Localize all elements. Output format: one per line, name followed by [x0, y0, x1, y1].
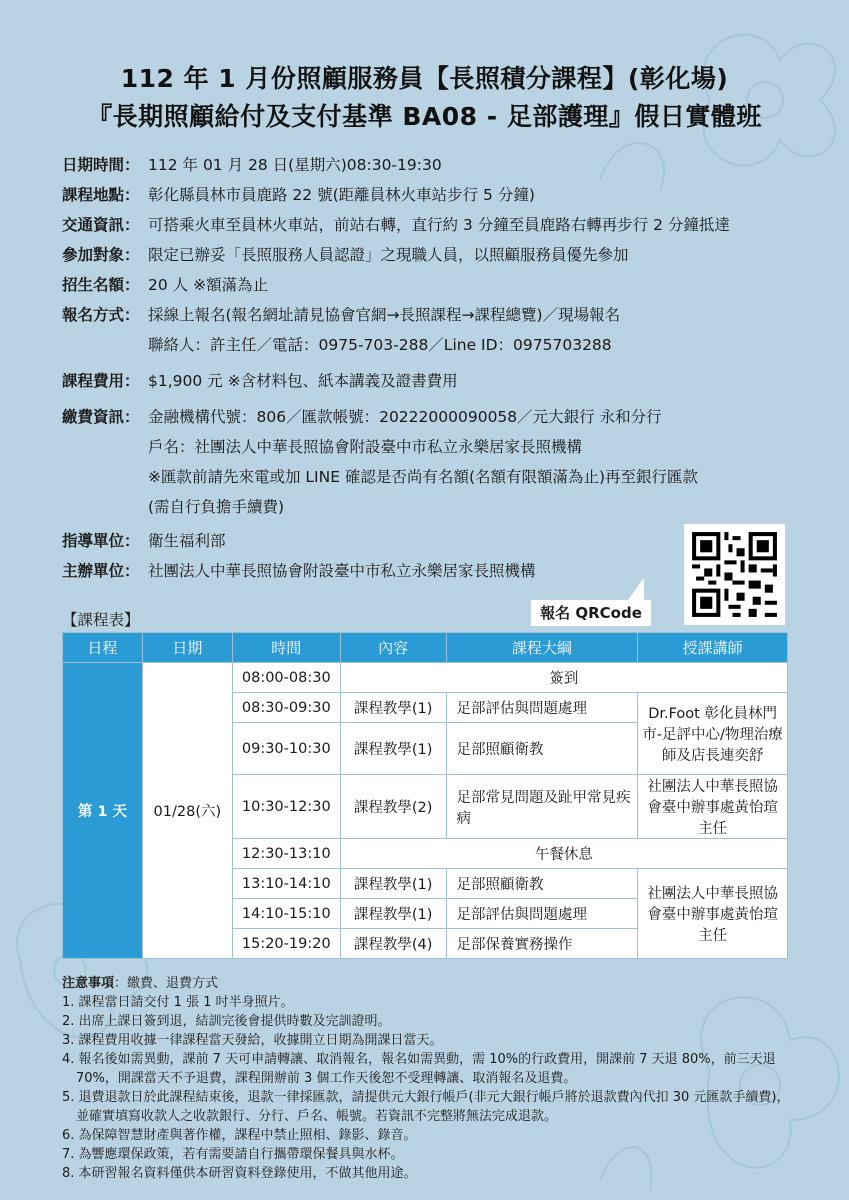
info-fee: [62, 366, 822, 396]
list-item: 5. 退費退款日於此課程結束後，退款一律採匯款，請提供元大銀行帳戶(非元大銀行帳戶將於退款費內代扣 30 元匯款手續費)，並確實填寫收款人之收款銀行、分行、戶名、帳號。若資訊不完整將無法完成退款。: [62, 1090, 790, 1124]
schedule-table: [62, 632, 788, 959]
info-value: 採線上報名(報名網址請見協會官網→長照課程→課程總覽)／現場報名: [148, 306, 621, 324]
header-date: 日期: [142, 633, 232, 663]
instructor-cell: 社團法人中華長照協會臺中辦事處黃怡瑄主任: [638, 775, 788, 839]
day-cell: 第 1 天: [63, 663, 143, 959]
time-cell: 10:30-12:30: [232, 775, 340, 839]
info-value: 社團法人中華長照協會附設臺中市私立永樂居家長照機構: [148, 562, 536, 580]
table-row: [63, 663, 788, 693]
page-subtitle: 『長期照顧給付及支付基準 BA08 - 足部護理』假日實體班: [87, 102, 762, 131]
info-value: 20 人 ※額滿為止: [148, 276, 269, 294]
table-header-row: [63, 633, 788, 663]
list-item: 4. 報名後如需異動，課前 7 天可申請轉讓、取消報名，報名如需異動，需 10%的行政費用，開課前 7 天退 80%，前三天退 70%，開課當天不予退費，課程開辦前 3 個工作天後恕不受理轉讓、取消報名及退費。: [62, 1052, 776, 1086]
info-value: 彰化縣員林市員鹿路 22 號(距離員林火車站步行 5 分鐘): [148, 186, 535, 204]
notes-heading: [62, 974, 802, 993]
info-quota: [62, 270, 822, 300]
registration-qr-code[interactable]: [684, 524, 785, 625]
qr-label: 報名 QRCode: [540, 604, 642, 622]
header-instructor: 授課講師: [638, 633, 788, 663]
merged-cell: 簽到: [340, 663, 787, 693]
content-cell: 課程教學(1): [340, 869, 446, 899]
payment-fee-note: (需自行負擔手續費): [148, 498, 285, 516]
notes-heading-label: 注意事項: [62, 976, 115, 991]
info-value: 衛生福利部: [148, 532, 226, 550]
time-cell: 08:30-09:30: [232, 693, 340, 723]
info-contact: 聯絡人：許主任／電話：0975-703-288／Line ID：0975703288: [148, 336, 612, 354]
info-label: 指導單位：: [62, 532, 140, 550]
instructor-cell: Dr.Foot 彰化員林門市-足評中心/物理治療師及店長連奕舒: [638, 693, 788, 775]
info-payment: [62, 402, 822, 432]
header-outline: 課程大綱: [446, 633, 638, 663]
course-info: [62, 150, 822, 586]
info-label: 繳費資訊：: [62, 408, 140, 426]
header-day: 日程: [63, 633, 143, 663]
time-cell: 12:30-13:10: [232, 839, 340, 869]
list-item: 6. 為保障智慧財產與著作權，課程中禁止照相、錄影、錄音。: [62, 1128, 417, 1143]
list-item: 7. 為響應環保政策，若有需要請自行攜帶環保餐具與水杯。: [62, 1147, 404, 1162]
page-title: 112 年 1 月份照顧服務員【長照積分課程】(彰化場): [120, 64, 729, 93]
payment-note: ※匯款前請先來電或加 LINE 確認是否尚有名額(名額有限額滿為止)再至銀行匯款: [148, 468, 699, 486]
info-label: 交通資訊：: [62, 216, 140, 234]
qr-callout-arrow: [628, 578, 644, 600]
info-label: 日期時間：: [62, 156, 140, 174]
info-value: 112 年 01 月 28 日(星期六)08:30-19:30: [148, 156, 442, 174]
time-cell: 09:30-10:30: [232, 723, 340, 775]
list-item: 3. 課程費用收據一律課程當天發給，收據開立日期為開課日當天。: [62, 1033, 443, 1048]
content-cell: 課程教學(2): [340, 775, 446, 839]
info-label: 主辦單位：: [62, 562, 140, 580]
time-cell: 13:10-14:10: [232, 869, 340, 899]
content-cell: 課程教學(4): [340, 929, 446, 959]
outline-cell: 足部照顧衛教: [446, 869, 638, 899]
info-value: 可搭乘火車至員林火車站，前站右轉，直行約 3 分鐘至員鹿路右轉再步行 2 分鐘抵達: [148, 216, 730, 234]
schedule-tag: 【課程表】: [62, 611, 140, 629]
info-location: [62, 180, 822, 210]
qr-code-icon: [684, 524, 785, 625]
info-register: [62, 300, 822, 330]
info-label: 課程地點：: [62, 186, 140, 204]
outline-cell: 足部評估與問題處理: [446, 693, 638, 723]
info-label: 參加對象：: [62, 246, 140, 264]
info-label: 課程費用：: [62, 372, 140, 390]
info-audience: [62, 240, 822, 270]
content-cell: 課程教學(1): [340, 693, 446, 723]
header-time: 時間: [232, 633, 340, 663]
outline-cell: 足部評估與問題處理: [446, 899, 638, 929]
info-value: 限定已辦妥「長照服務人員認證」之現職人員，以照顧服務員優先參加: [148, 246, 629, 264]
title-block: [0, 60, 849, 136]
info-label: 招生名額：: [62, 276, 140, 294]
info-value: $1,900 元 ※含材料包、紙本講義及證書費用: [148, 372, 458, 390]
info-label: 報名方式：: [62, 306, 140, 324]
instructor-cell: 社團法人中華長照協會臺中辦事處黃怡瑄主任: [638, 869, 788, 959]
list-item: 1. 課程當日請交付 1 張 1 吋半身照片。: [62, 995, 294, 1010]
outline-cell: 足部保養實務操作: [446, 929, 638, 959]
time-cell: 15:20-19:20: [232, 929, 340, 959]
notes-section: [62, 974, 802, 1183]
info-transport: [62, 210, 822, 240]
time-cell: 14:10-15:10: [232, 899, 340, 929]
date-cell: 01/28(六): [142, 663, 232, 959]
time-cell: 08:00-08:30: [232, 663, 340, 693]
list-item: 8. 本研習報名資料僅供本研習資料登錄使用，不做其他用途。: [62, 1166, 417, 1181]
merged-cell: 午餐休息: [340, 839, 787, 869]
outline-cell: 足部照顧衛教: [446, 723, 638, 775]
payment-account-name: 戶名：社團法人中華長照協會附設臺中市私立永樂居家長照機構: [148, 438, 583, 456]
info-date: [62, 150, 822, 180]
notes-heading-rest: ：繳費、退費方式: [114, 976, 219, 991]
header-content: 內容: [340, 633, 446, 663]
content-cell: 課程教學(1): [340, 723, 446, 775]
info-value: 金融機構代號：806／匯款帳號：20222000090058／元大銀行 永和分行: [148, 408, 662, 426]
list-item: 2. 出席上課日簽到退，結訓完後會提供時數及完訓證明。: [62, 1014, 391, 1029]
content-cell: 課程教學(1): [340, 899, 446, 929]
outline-cell: 足部常見問題及趾甲常見疾病: [446, 775, 638, 839]
